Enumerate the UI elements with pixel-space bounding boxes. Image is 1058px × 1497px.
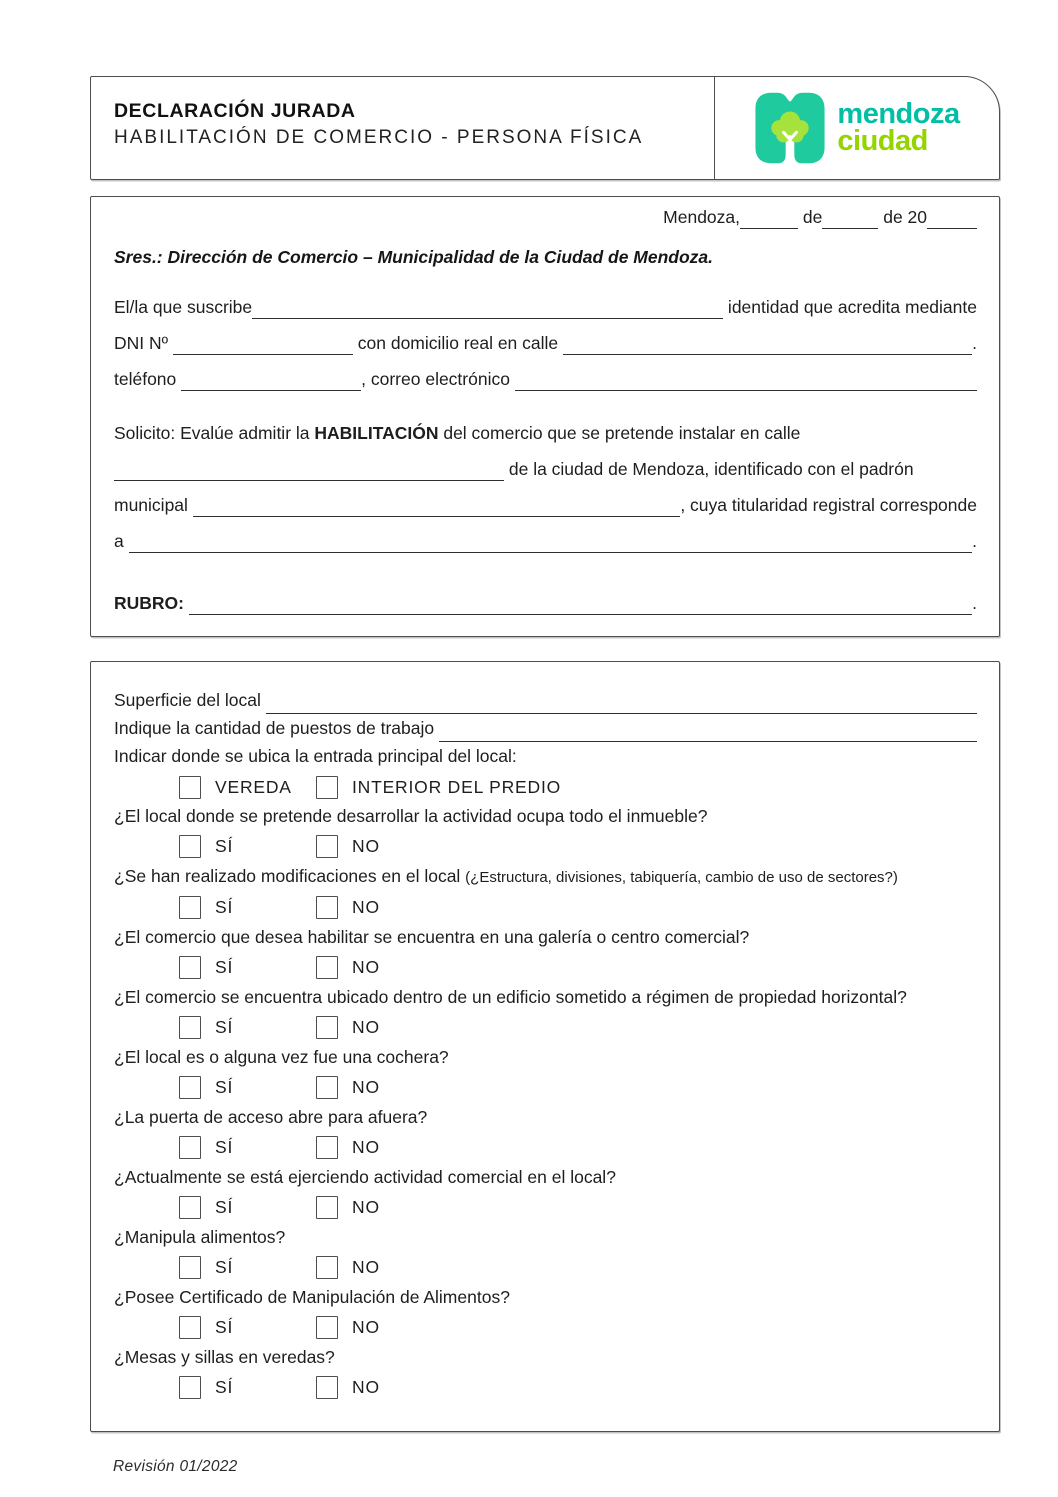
no-checkbox[interactable]: [316, 1016, 338, 1039]
date-city-label: Mendoza,: [663, 207, 741, 227]
yes-label: SÍ: [215, 1316, 234, 1337]
identidad-label: identidad que acredita mediante: [723, 297, 977, 317]
yes-no-row: [179, 1195, 977, 1219]
superficie-line: [114, 686, 977, 714]
identity-paragraph: [114, 295, 977, 391]
rubro-line: [114, 591, 977, 615]
questionnaire-section: [90, 661, 1000, 1432]
interior-predio-label: INTERIOR DEL PREDIO: [352, 776, 562, 797]
no-label: NO: [352, 1196, 380, 1217]
question-text: [114, 1283, 977, 1312]
superficie-label: Superficie del local: [114, 690, 266, 710]
no-label: NO: [352, 896, 380, 917]
logo: [714, 77, 999, 179]
dni-line: [114, 331, 977, 355]
titularidad-label: , cuya titularidad registral corresponde: [680, 495, 977, 515]
question-main-text: ¿El local es o alguna vez fue una cochera?: [114, 1047, 449, 1067]
question-main-text: ¿Manipula alimentos?: [114, 1227, 286, 1247]
header: [90, 76, 1000, 180]
question-block: [114, 1223, 977, 1279]
date-year-label: de 20: [878, 207, 927, 227]
yes-option: [179, 1196, 316, 1219]
yes-checkbox[interactable]: [179, 835, 201, 858]
yes-no-row: [179, 1135, 977, 1159]
salutation: [114, 245, 977, 269]
no-checkbox[interactable]: [316, 956, 338, 979]
no-label: NO: [352, 1016, 380, 1037]
question-block: [114, 802, 977, 858]
question-main-text: ¿El local donde se pretende desarrollar la actividad ocupa todo el inmueble?: [114, 806, 708, 826]
yes-checkbox[interactable]: [179, 1196, 201, 1219]
rubro-period: .: [972, 593, 977, 613]
yes-label: SÍ: [215, 835, 234, 856]
yes-label: SÍ: [215, 956, 234, 977]
suscribe-label: El/la que suscribe: [114, 297, 253, 317]
page-subtitle: HABILITACIÓN DE COMERCIO - PERSONA FÍSICA: [114, 127, 644, 148]
no-label: NO: [352, 1076, 380, 1097]
blank-puestos[interactable]: [439, 714, 977, 742]
question-block: [114, 1103, 977, 1159]
blank-superficie[interactable]: [266, 686, 977, 714]
blank-telefono[interactable]: [181, 367, 361, 391]
solicito-line: [114, 421, 977, 445]
no-label: NO: [352, 1136, 380, 1157]
no-label: NO: [352, 956, 380, 977]
titular-a-label: a: [114, 531, 129, 551]
no-option: [316, 1196, 453, 1219]
telefono-label: teléfono: [114, 369, 182, 389]
yes-checkbox[interactable]: [179, 1316, 201, 1339]
no-option: [316, 956, 453, 979]
entrada-option-vereda: [179, 776, 316, 799]
header-titles: [91, 77, 714, 179]
entrada-options-row: [179, 775, 977, 799]
blank-date-month[interactable]: [822, 205, 878, 229]
no-option: [316, 1316, 453, 1339]
yes-no-row: [179, 955, 977, 979]
no-option: [316, 1136, 453, 1159]
question-block: [114, 1043, 977, 1099]
no-checkbox[interactable]: [316, 1316, 338, 1339]
question-main-text: ¿Mesas y sillas en veredas?: [114, 1347, 335, 1367]
correo-label: , correo electrónico: [361, 369, 515, 389]
question-block: [114, 983, 977, 1039]
question-text: [114, 983, 977, 1012]
yes-label: SÍ: [215, 1196, 234, 1217]
yes-no-row: [179, 1315, 977, 1339]
yes-no-row: [179, 1015, 977, 1039]
yes-option: [179, 1076, 316, 1099]
yes-option: [179, 1256, 316, 1279]
question-main-text: ¿Actualmente se está ejerciendo actividad comercial en el local?: [114, 1167, 616, 1187]
yes-checkbox[interactable]: [179, 956, 201, 979]
vereda-label: VEREDA: [215, 776, 292, 797]
question-block: [114, 862, 977, 919]
yes-label: SÍ: [215, 1076, 234, 1097]
question-block: [114, 1283, 977, 1339]
blank-date-day[interactable]: [740, 205, 798, 229]
yes-no-row: [179, 834, 977, 858]
no-option: [316, 896, 453, 919]
no-label: NO: [352, 1376, 380, 1397]
yes-checkbox[interactable]: [179, 1076, 201, 1099]
yes-option: [179, 1376, 316, 1399]
no-checkbox[interactable]: [316, 896, 338, 919]
entrada-label: Indicar donde se ubica la entrada principal del local:: [114, 746, 517, 766]
ciudad-mendoza-label: de la ciudad de Mendoza, identificado con el padrón: [504, 459, 914, 479]
solicito-label: Solicito: Evalúe admitir la: [114, 423, 315, 443]
suscribe-line: [114, 295, 977, 319]
titular-period: .: [972, 531, 977, 551]
revision-note: Revisión 01/2022: [113, 1458, 238, 1475]
yes-no-row: [179, 1255, 977, 1279]
yes-checkbox[interactable]: [179, 1136, 201, 1159]
yes-label: SÍ: [215, 1376, 234, 1397]
logo-word-ciudad: ciudad: [837, 125, 928, 157]
yes-checkbox[interactable]: [179, 1256, 201, 1279]
question-text: [114, 1163, 977, 1192]
no-checkbox[interactable]: [316, 1076, 338, 1099]
yes-label: SÍ: [215, 1256, 234, 1277]
yes-no-row: [179, 1375, 977, 1399]
question-main-text: ¿El comercio se encuentra ubicado dentro de un edificio sometido a régimen de propiedad horizontal?: [114, 987, 907, 1007]
yes-option: [179, 1316, 316, 1339]
yes-label: SÍ: [215, 896, 234, 917]
question-text: [114, 1103, 977, 1132]
question-text: [114, 1223, 977, 1252]
municipal-label: municipal: [114, 495, 193, 515]
no-label: NO: [352, 1256, 380, 1277]
blank-nombre[interactable]: [252, 295, 723, 319]
puestos-label: Indique la cantidad de puestos de trabajo: [114, 718, 439, 738]
yes-no-row: [179, 895, 977, 919]
yes-checkbox[interactable]: [179, 1376, 201, 1399]
date-line: [114, 205, 977, 229]
blank-titular[interactable]: [129, 529, 973, 553]
padron-line: [114, 493, 977, 517]
mendoza-m-tree-icon: [754, 91, 826, 165]
habilitacion-bold: HABILITACIÓN: [314, 423, 439, 443]
telefono-line: [114, 367, 977, 391]
question-text: [114, 1343, 977, 1372]
question-small-text: (¿Estructura, divisiones, tabiquería, cambio de uso de sectores?): [465, 869, 898, 886]
no-option: [316, 1376, 453, 1399]
yes-option: [179, 1136, 316, 1159]
domicilio-label: con domicilio real en calle: [352, 333, 564, 353]
yes-checkbox[interactable]: [179, 896, 201, 919]
no-option: [316, 1256, 453, 1279]
solicito-rest: del comercio que se pretende instalar en calle: [438, 423, 801, 443]
question-text: [114, 862, 977, 892]
no-checkbox[interactable]: [316, 1196, 338, 1219]
salutation-text: Sres.: Dirección de Comercio – Municipalidad de la Ciudad de Mendoza.: [114, 247, 714, 267]
no-label: NO: [352, 1316, 380, 1337]
blank-correo[interactable]: [515, 367, 977, 391]
no-label: NO: [352, 835, 380, 856]
question-text: [114, 923, 977, 952]
question-text: [114, 802, 977, 831]
no-checkbox[interactable]: [316, 1256, 338, 1279]
no-option: [316, 835, 453, 858]
vereda-checkbox[interactable]: [179, 776, 201, 799]
date-de-label: de: [798, 207, 823, 227]
logo-wordmark: [837, 98, 960, 157]
no-checkbox[interactable]: [316, 1376, 338, 1399]
question-block: [114, 1163, 977, 1219]
solicito-paragraph: [114, 421, 977, 553]
yes-label: SÍ: [215, 1016, 234, 1037]
blank-calle-comercio[interactable]: [114, 457, 504, 481]
entrada-option-interior: [316, 776, 561, 799]
blank-calle[interactable]: [563, 331, 972, 355]
no-option: [316, 1016, 453, 1039]
yes-option: [179, 1016, 316, 1039]
letter-section: [90, 196, 1000, 637]
interior-predio-checkbox[interactable]: [316, 776, 338, 799]
no-checkbox[interactable]: [316, 1136, 338, 1159]
blank-dni[interactable]: [173, 331, 353, 355]
blank-date-year[interactable]: [927, 205, 977, 229]
question-main-text: ¿Posee Certificado de Manipulación de Alimentos?: [114, 1287, 510, 1307]
dni-line-period: .: [972, 333, 977, 353]
question-block: [114, 923, 977, 979]
yes-no-row: [179, 1075, 977, 1099]
yes-checkbox[interactable]: [179, 1016, 201, 1039]
puestos-line: [114, 714, 977, 742]
blank-padron[interactable]: [193, 493, 681, 517]
questions: [114, 802, 977, 1399]
blank-rubro[interactable]: [189, 591, 972, 615]
yes-option: [179, 956, 316, 979]
question-block: [114, 1343, 977, 1399]
no-checkbox[interactable]: [316, 835, 338, 858]
titular-line: [114, 529, 977, 553]
dni-label: DNI Nº: [114, 333, 173, 353]
question-main-text: ¿Se han realizado modificaciones en el local: [114, 866, 466, 886]
question-main-text: ¿El comercio que desea habilitar se encuentra en una galería o centro comercial?: [114, 927, 750, 947]
yes-label: SÍ: [215, 1136, 234, 1157]
page-title: DECLARACIÓN JURADA: [114, 100, 356, 122]
yes-option: [179, 835, 316, 858]
question-text: [114, 1043, 977, 1072]
yes-option: [179, 896, 316, 919]
logo-word-mendoza: mendoza: [837, 98, 960, 130]
question-main-text: ¿La puerta de acceso abre para afuera?: [114, 1107, 428, 1127]
calle-comercio-line: [114, 457, 977, 481]
entrada-line: [114, 742, 977, 770]
rubro-label: RUBRO:: [114, 593, 189, 613]
no-option: [316, 1076, 453, 1099]
